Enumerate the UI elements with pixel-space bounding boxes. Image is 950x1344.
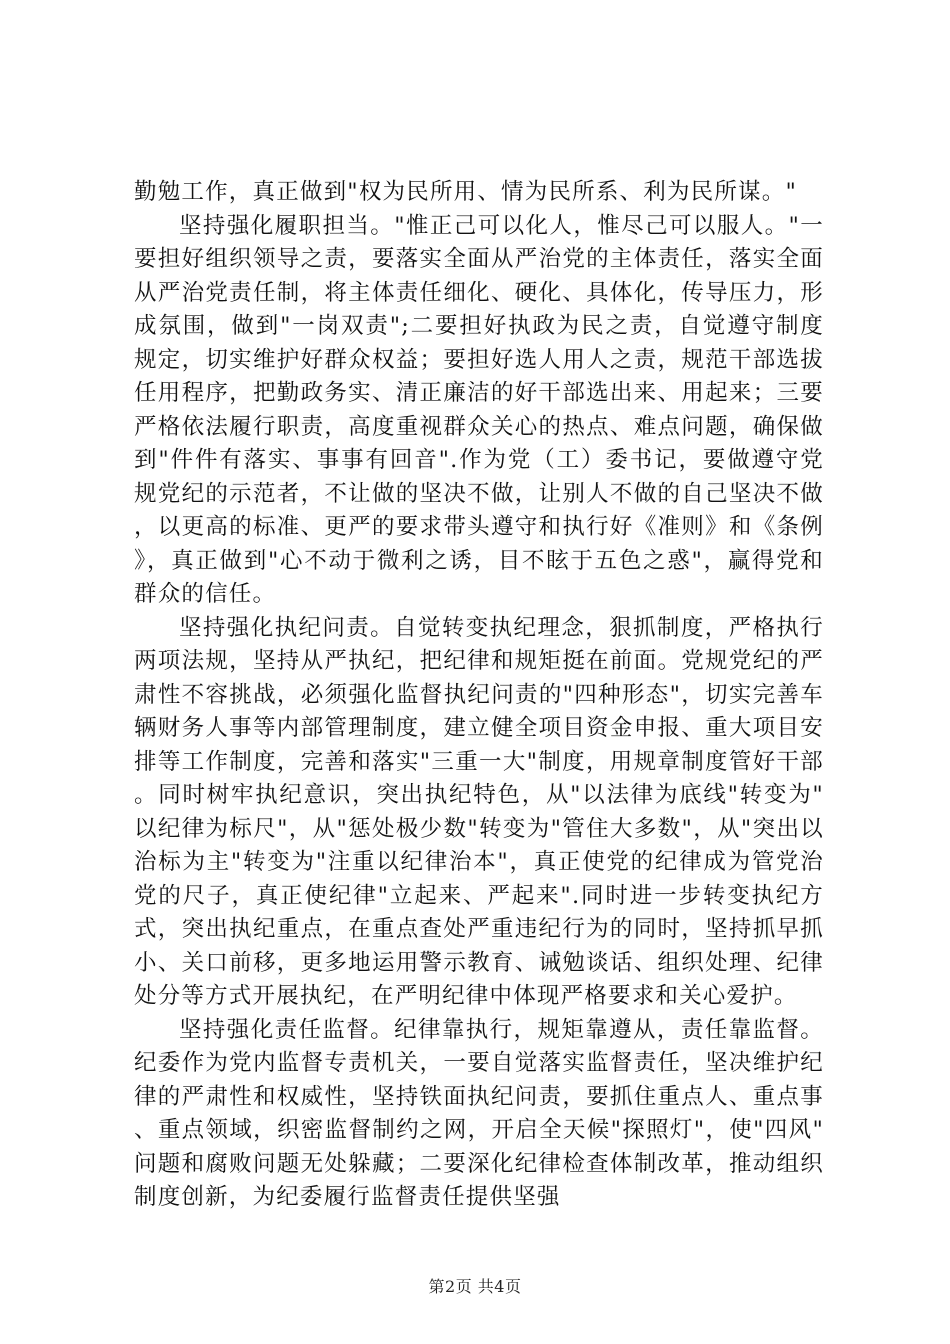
- paragraph-continuation: 勤勉工作，真正做到"权为民所用、情为民所系、利为民所谋。": [134, 179, 797, 205]
- document-body: [134, 176, 824, 1215]
- page-footer: 第2页 共4页: [428, 1277, 522, 1296]
- paragraph-supervision: 坚持强化责任监督。纪律靠执行，规矩靠遵从，责任靠监督。纪委作为党内监督专责机关，一要自觉落实监督责任，坚决维护纪律的严肃性和权威性，坚持铁面执纪问责，要抓住重点人、重点事、重点领域，织密监督制约之网，开启全天候"探照灯"，使"四风"问题和腐败问题无处躲藏；二要深化纪律检查体制改革，推动组织制度创新，为纪委履行监督责任提供坚强: [134, 1016, 824, 1210]
- paragraph-discipline: 坚持强化执纪问责。自觉转变执纪理念，狠抓制度，严格执行两项法规，坚持从严执纪，把纪律和规矩挺在前面。党规党纪的严肃性不容挑战，必须强化监督执纪问责的"四种形态"，切实完善车辆财务人事等内部管理制度，建立健全项目资金申报、重大项目安排等工作制度，完善和落实"三重一大"制度，用规章制度管好干部。同时树牢执纪意识，突出执纪特色，从"以法律为底线"转变为"以纪律为标尺"，从"惩处极少数"转变为"管住大多数"，从"突出以治标为主"转变为"注重以纪律治本"，真正使党的纪律成为管党治党的尺子，真正使纪律"立起来、严起来".同时进一步转变执纪方式，突出执纪重点，在重点查处严重违纪行为的同时，坚持抓早抓小、关口前移，更多地运用警示教育、诫勉谈话、组织处理、纪律处分等方式开展执纪，在严明纪律中体现严格要求和关心爱护。: [134, 614, 824, 1009]
- paragraph-duty: 坚持强化履职担当。"惟正己可以化人，惟尽己可以服人。"一要担好组织领导之责，要落实全面从严治党的主体责任，落实全面从严治党责任制，将主体责任细化、硬化、具体化，传导压力，形成氛围，做到"一岗双责";二要担好执政为民之责，自觉遵守制度规定，切实维护好群众权益；要担好选人用人之责，规范干部选拔任用程序，把勤政务实、清正廉洁的好干部选出来、用起来；三要严格依法履行职责，高度重视群众关心的热点、难点问题，确保做到"件件有落实、事事有回音".作为党（工）委书记，要做遵守党规党纪的示范者，不让做的坚决不做，让别人不做的自己坚决不做，以更高的标准、更严的要求带头遵守和执行好《准则》和《条例》，真正做到"心不动于微利之诱，目不眩于五色之惑"，赢得党和群众的信任。: [134, 212, 824, 607]
